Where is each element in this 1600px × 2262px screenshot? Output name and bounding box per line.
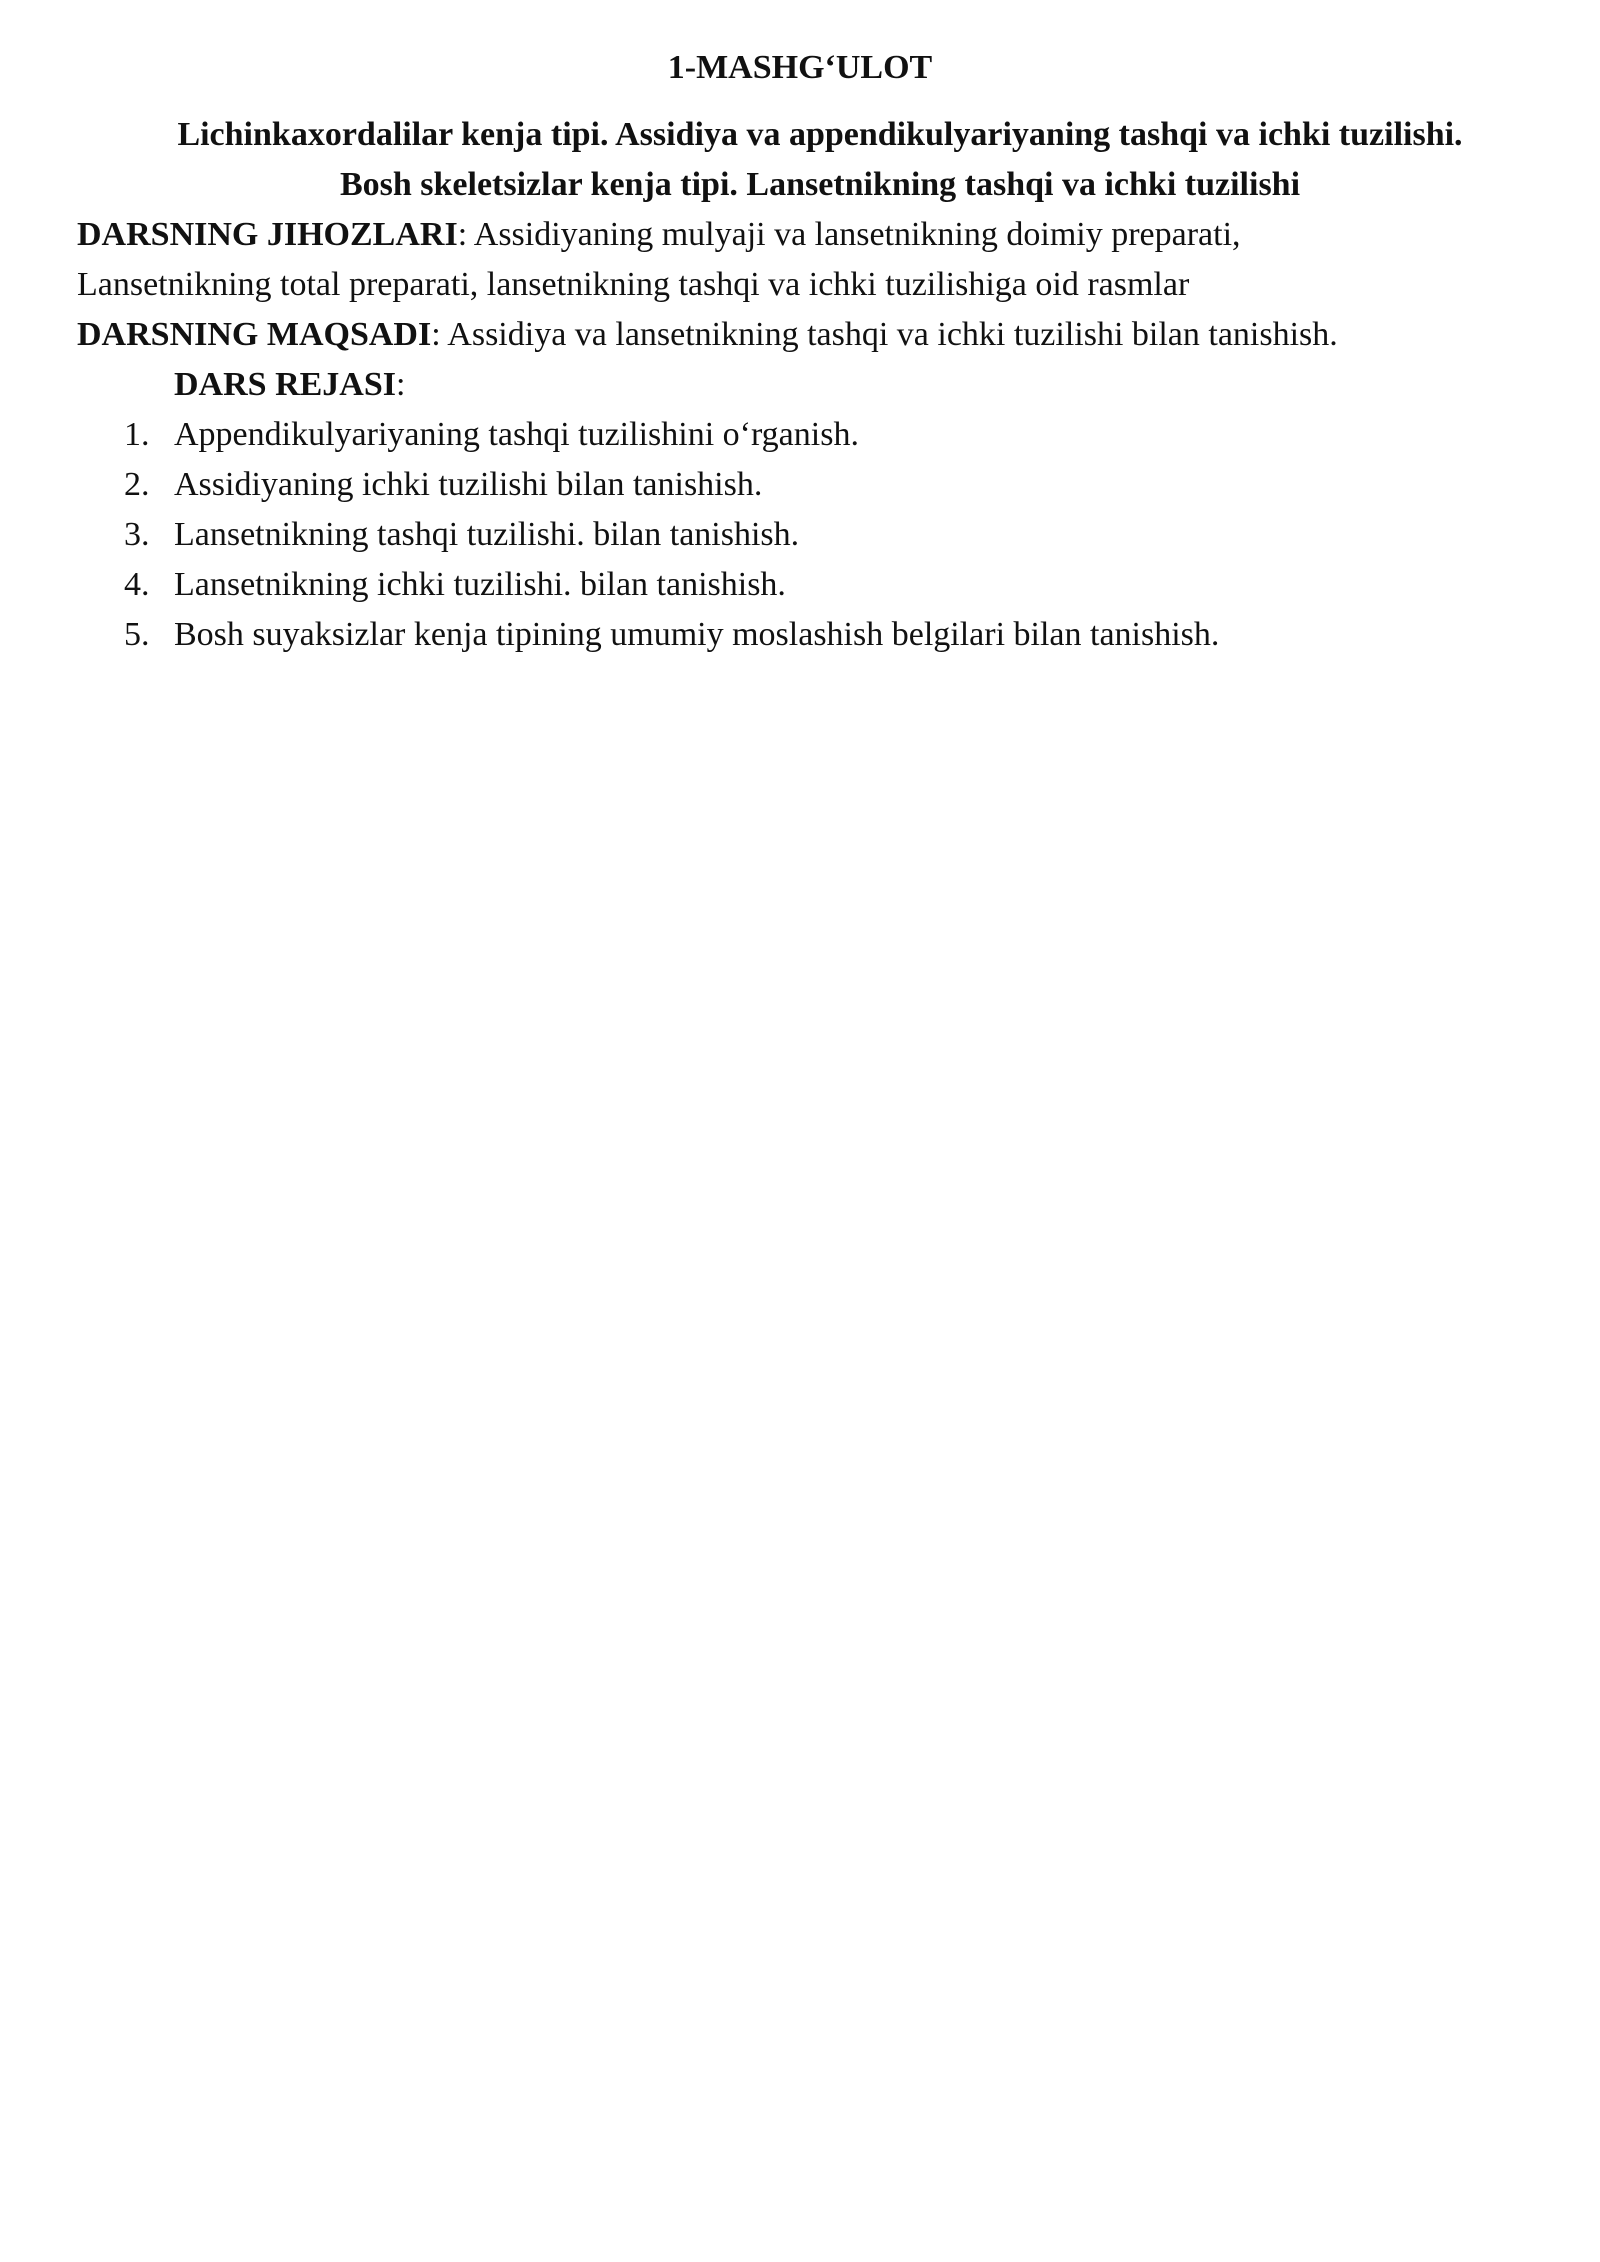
- equipment-label: DARSNING JIHOZLARI: [77, 216, 458, 253]
- plan-item-number: 5.: [124, 616, 150, 653]
- plan-item-text: Appendikulyariyaning tashqi tuzilishini o‘rganish.: [174, 416, 859, 453]
- subtitle-line-1: Lichinkaxordalilar kenja tipi. Assidiya va appendikulyariyaning tashqi va ichki tuzilishi.: [177, 116, 1463, 153]
- equipment-section: [77, 210, 1577, 310]
- equipment-separator: :: [457, 216, 468, 253]
- plan-heading: [174, 360, 405, 410]
- plan-item-number: 2.: [124, 466, 150, 503]
- equipment-text-2: Lansetnikning total preparati, lansetnikning tashqi va ichki tuzilishiga oid rasmlar: [77, 266, 1190, 303]
- equipment-line-1: [77, 210, 1577, 260]
- plan-item-text: Lansetnikning tashqi tuzilishi. bilan tanishish.: [174, 516, 800, 553]
- plan-item-text: Lansetnikning ichki tuzilishi. bilan tanishish.: [174, 566, 786, 603]
- plan-item-text: Assidiyaning ichki tuzilishi bilan tanishish.: [174, 466, 763, 503]
- plan-item-text: Bosh suyaksizlar kenja tipining umumiy moslashish belgilari bilan tanishish.: [174, 616, 1220, 653]
- page-title: 1-MASHG‘ULOT: [667, 49, 933, 86]
- subtitle-line-2: Bosh skeletsizlar kenja tipi. Lansetnikning tashqi va ichki tuzilishi: [339, 166, 1301, 203]
- plan-item-number: 3.: [124, 516, 150, 553]
- equipment-text-1: Assidiyaning mulyaji va lansetnikning doimiy preparati,: [467, 216, 1241, 253]
- goal-section: [77, 310, 1577, 360]
- plan-label: DARS REJASI: [174, 366, 396, 403]
- plan-item: [0, 510, 1600, 560]
- plan-separator: :: [396, 366, 406, 403]
- plan-item: [0, 460, 1600, 510]
- plan-item-number: 4.: [124, 566, 150, 603]
- goal-text: Assidiya va lansetnikning tashqi va ichki tuzilishi bilan tanishish.: [440, 316, 1338, 353]
- lesson-subtitle: [80, 110, 1560, 210]
- goal-separator: :: [431, 316, 441, 353]
- plan-item: [0, 560, 1600, 610]
- plan-item: [0, 410, 1600, 460]
- plan-item-number: 1.: [124, 416, 150, 453]
- goal-label: DARSNING MAQSADI: [77, 316, 432, 353]
- plan-item: [0, 610, 1600, 660]
